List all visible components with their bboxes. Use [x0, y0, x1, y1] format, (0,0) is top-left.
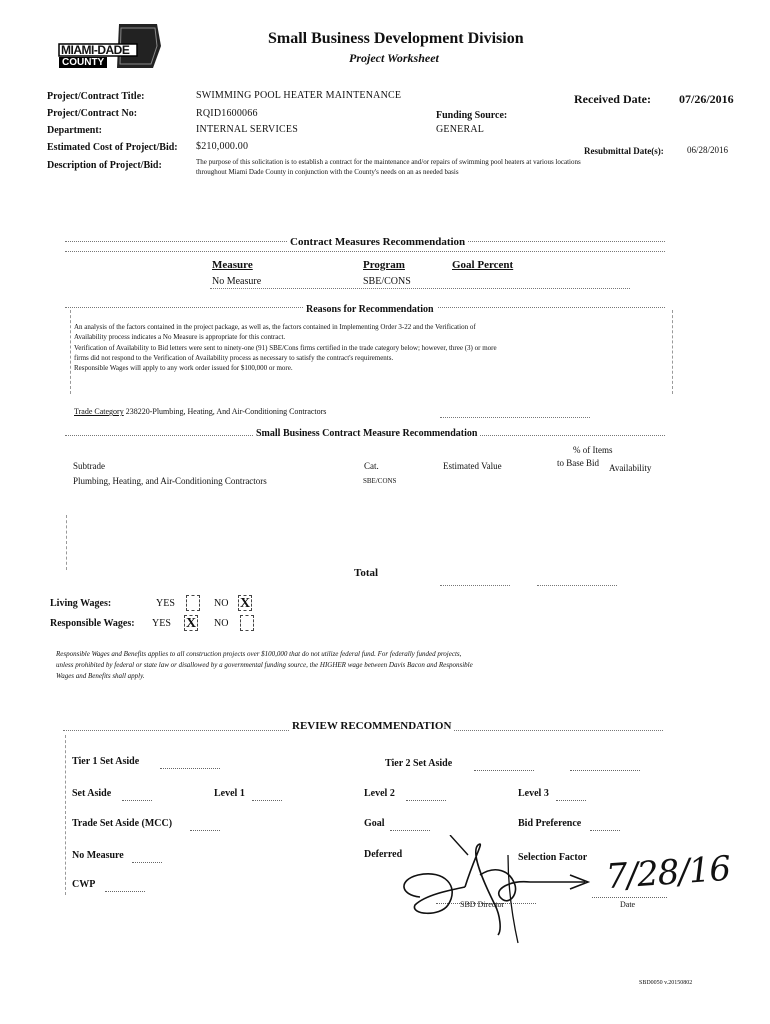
level1-field[interactable]	[252, 800, 282, 801]
responsible-wages-no-label: NO	[214, 618, 229, 629]
estimated-cost-value: $210,000.00	[196, 141, 249, 152]
program-column-header: Program	[363, 259, 405, 271]
funding-source-value: GENERAL	[436, 124, 485, 135]
section-border	[672, 310, 673, 394]
tier1-set-aside-label: Tier 1 Set Aside	[72, 756, 140, 767]
handwritten-date: 7/28/16	[604, 848, 732, 898]
subtrade-value: Plumbing, Heating, and Air-Conditioning Contractors	[73, 476, 267, 486]
level2-label: Level 2	[364, 788, 395, 799]
contract-no-label: Project/Contract No:	[47, 108, 138, 119]
section-rule	[210, 288, 630, 289]
tier2-extra-field[interactable]	[570, 770, 640, 771]
level3-label: Level 3	[518, 788, 549, 799]
no-measure-field[interactable]	[132, 862, 162, 863]
total-label: Total	[354, 567, 379, 579]
director-signature	[390, 835, 610, 945]
living-wages-no-label: NO	[214, 598, 229, 609]
living-wages-label: Living Wages:	[50, 598, 112, 609]
trade-category-label: Trade Category	[74, 407, 124, 416]
small-business-heading: Small Business Contract Measure Recommendation	[253, 428, 480, 439]
goal-field[interactable]	[390, 830, 430, 831]
bid-preference-label: Bid Preference	[518, 818, 582, 829]
total-underline	[440, 585, 510, 586]
resubmittal-label: Resubmittal Date(s):	[584, 146, 664, 156]
review-heading: REVIEW RECOMMENDATION	[289, 720, 454, 732]
page-title: Small Business Development Division	[268, 30, 524, 47]
resubmittal-value: 06/28/2016	[687, 145, 729, 155]
description-value-1: The purpose of this solicitation is to establish a contract for the maintenance and/or repairs of swimming pool heaters at various locations	[196, 158, 581, 166]
wages-note-1: Responsible Wages and Benefits applies to all construction projects over $100,000 that do not utilize federal fund. For federally funded projects,	[56, 650, 462, 658]
cat-value: SBE/CONS	[363, 477, 397, 485]
goal-label: Goal	[364, 818, 385, 829]
responsible-wages-no-checkbox[interactable]	[240, 615, 254, 631]
form-number: SBD0050 v.20150802	[639, 980, 693, 986]
reasons-line-5: Responsible Wages will apply to any work order issued for $100,000 or more.	[74, 364, 293, 372]
responsible-wages-yes-checkbox[interactable]: X	[185, 616, 197, 631]
reasons-line-3: Verification of Availability to Bid letters were sent to ninety-one (91) SBE/Cons firms certified in the trade category below; however, three (3) or more	[74, 344, 497, 352]
responsible-wages-yes-label: YES	[152, 618, 171, 629]
tier2-set-aside-field[interactable]	[474, 770, 534, 771]
goal-percent-column-header: Goal Percent	[452, 259, 514, 271]
estimated-cost-label: Estimated Cost of Project/Bid:	[47, 142, 178, 153]
living-wages-yes-label: YES	[156, 598, 175, 609]
cat-column-header: Cat.	[364, 461, 379, 471]
trade-set-aside-label: Trade Set Aside (MCC)	[72, 818, 173, 829]
logo-text-line1: MIAMI-DADE	[61, 43, 130, 57]
county-logo	[57, 22, 162, 72]
total-underline	[537, 585, 617, 586]
estimated-value-header: Estimated Value	[443, 461, 502, 471]
trade-category-value: 238220-Plumbing, Heating, And Air-Conditioning Contractors	[125, 407, 327, 416]
wages-note-2: unless prohibited by federal or state law or disallowed by a governmental funding source, the HIGHER wage between Davis Bacon and Responsible	[56, 661, 473, 669]
level3-field[interactable]	[556, 800, 586, 801]
deferred-label: Deferred	[364, 849, 403, 860]
program-value: SBE/CONS	[363, 276, 411, 287]
responsible-wages-label: Responsible Wages:	[50, 618, 135, 629]
description-value-2: throughout Miami Dade County in conjunction with the County's needs on an as needed basis	[196, 168, 459, 176]
logo-text-line2: COUNTY	[62, 57, 105, 68]
received-date-value: 07/26/2016	[679, 92, 734, 106]
funding-source-label: Funding Source:	[436, 110, 508, 121]
department-label: Department:	[47, 125, 102, 136]
availability-header: Availability	[609, 463, 652, 473]
measure-value: No Measure	[212, 276, 262, 287]
level1-label: Level 1	[214, 788, 245, 799]
contract-no-value: RQID1600066	[196, 108, 258, 119]
section-rule	[65, 251, 665, 252]
reasons-line-1: An analysis of the factors contained in the project package, as well as, the factors contained in Implementing Order 3-22 and the Verification of	[74, 323, 476, 331]
trade-set-aside-field[interactable]	[190, 830, 220, 831]
level2-field[interactable]	[406, 800, 446, 801]
tier1-set-aside-field[interactable]	[160, 768, 220, 769]
living-wages-yes-checkbox[interactable]	[186, 595, 200, 611]
trade-category	[74, 407, 326, 416]
pct-items-header-1: % of Items	[573, 445, 613, 455]
wages-note-3: Wages and Benefits shall apply.	[56, 672, 145, 680]
reasons-line-4: firms did not respond to the Verification of Availability process as necessary to satisfy the contract's requirements.	[74, 354, 394, 362]
page-subtitle: Project Worksheet	[349, 51, 439, 65]
section-border	[65, 735, 66, 895]
director-label: SBD Director	[460, 900, 505, 909]
received-date-label: Received Date:	[574, 92, 651, 106]
bid-preference-field[interactable]	[590, 830, 620, 831]
tier2-set-aside-label: Tier 2 Set Aside	[385, 758, 453, 769]
section-border	[66, 515, 67, 570]
cwp-label: CWP	[72, 879, 96, 890]
reasons-line-2: Availability process indicates a No Measure is appropriate for this contract.	[74, 333, 286, 341]
section-rule	[440, 417, 590, 418]
pct-items-header-2: to Base Bid	[557, 458, 599, 468]
set-aside-label: Set Aside	[72, 788, 112, 799]
living-wages-no-checkbox[interactable]: X	[239, 596, 251, 611]
selection-factor-label: Selection Factor	[518, 852, 588, 863]
project-title-value: SWIMMING POOL HEATER MAINTENANCE	[196, 90, 402, 101]
description-label: Description of Project/Bid:	[47, 160, 162, 171]
department-value: INTERNAL SERVICES	[196, 124, 298, 135]
reasons-heading: Reasons for Recommendation	[303, 304, 437, 315]
no-measure-label: No Measure	[72, 850, 124, 861]
set-aside-field[interactable]	[122, 800, 152, 801]
subtrade-column-header: Subtrade	[73, 461, 105, 471]
project-title-label: Project/Contract Title:	[47, 91, 145, 102]
date-label: Date	[620, 900, 636, 909]
contract-measures-heading: Contract Measures Recommendation	[287, 236, 468, 248]
section-border	[70, 310, 71, 394]
cwp-field[interactable]	[105, 891, 145, 892]
measure-column-header: Measure	[212, 259, 253, 271]
